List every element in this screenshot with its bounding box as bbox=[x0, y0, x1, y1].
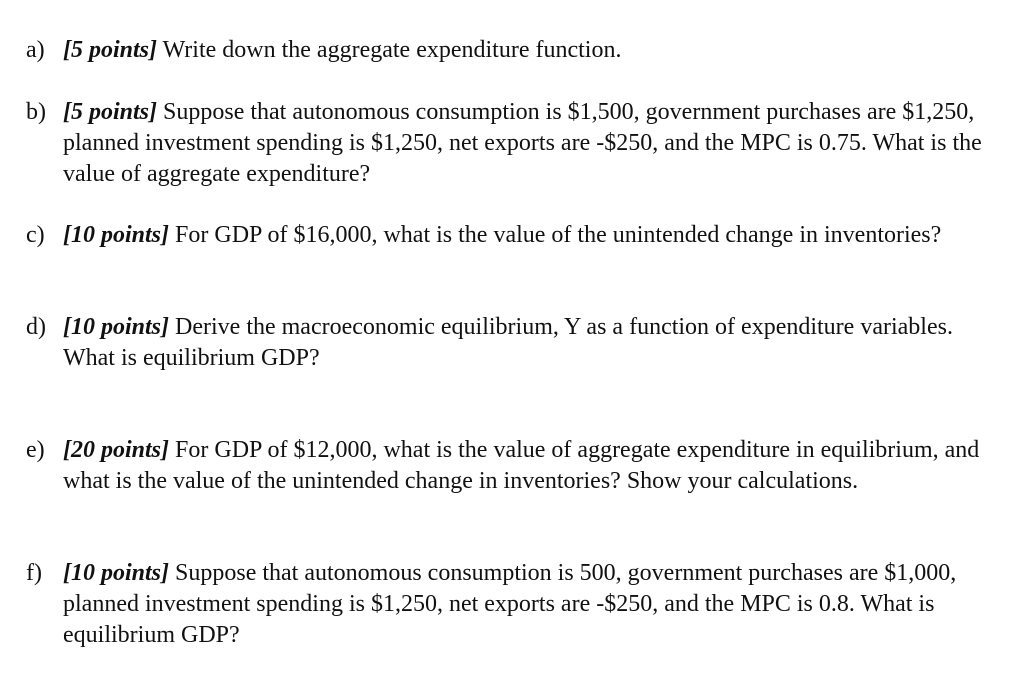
question-points: [10 points] bbox=[63, 222, 170, 248]
question-c bbox=[26, 220, 1006, 251]
question-letter: c) bbox=[26, 222, 45, 248]
question-letter: e) bbox=[26, 437, 45, 463]
question-text: For GDP of $16,000, what is the value of the unintended change in inventories? bbox=[175, 222, 942, 248]
question-points: [10 points] bbox=[63, 314, 170, 340]
question-text: For GDP of $12,000, what is the value of aggregate expenditure in equilibrium, and what is the value of the unintended change in inventories? Show your calculations. bbox=[63, 437, 980, 494]
question-body bbox=[63, 435, 998, 497]
question-letter: b) bbox=[26, 99, 46, 125]
question-body bbox=[63, 35, 998, 66]
question-body bbox=[63, 558, 998, 651]
question-text: Suppose that autonomous consumption is $1,500, government purchases are $1,250, planned investment spending is $1,250, net exports are -$250, and the MPC is 0.75. What is the value of aggregate expenditure? bbox=[63, 99, 982, 187]
question-letter: d) bbox=[26, 314, 46, 340]
question-b bbox=[26, 97, 1006, 190]
question-f bbox=[26, 558, 1006, 651]
question-body bbox=[63, 97, 998, 190]
question-body bbox=[63, 220, 998, 251]
question-letter: a) bbox=[26, 37, 45, 63]
question-points: [20 points] bbox=[63, 437, 170, 463]
question-d bbox=[26, 312, 1006, 374]
question-text: Derive the macroeconomic equilibrium, Y as a function of expenditure variables. What is equilibrium GDP? bbox=[63, 314, 953, 371]
question-points: [5 points] bbox=[63, 99, 158, 125]
question-text: Suppose that autonomous consumption is 500, government purchases are $1,000, planned investment spending is $1,250, net exports are -$250, and the MPC is 0.8. What is equilibrium GDP? bbox=[63, 560, 957, 648]
question-a bbox=[26, 35, 1006, 66]
question-points: [10 points] bbox=[63, 560, 170, 586]
question-body bbox=[63, 312, 998, 374]
question-letter: f) bbox=[26, 560, 42, 586]
question-e bbox=[26, 435, 1006, 497]
question-text: Write down the aggregate expenditure function. bbox=[162, 37, 622, 63]
question-points: [5 points] bbox=[63, 37, 158, 63]
